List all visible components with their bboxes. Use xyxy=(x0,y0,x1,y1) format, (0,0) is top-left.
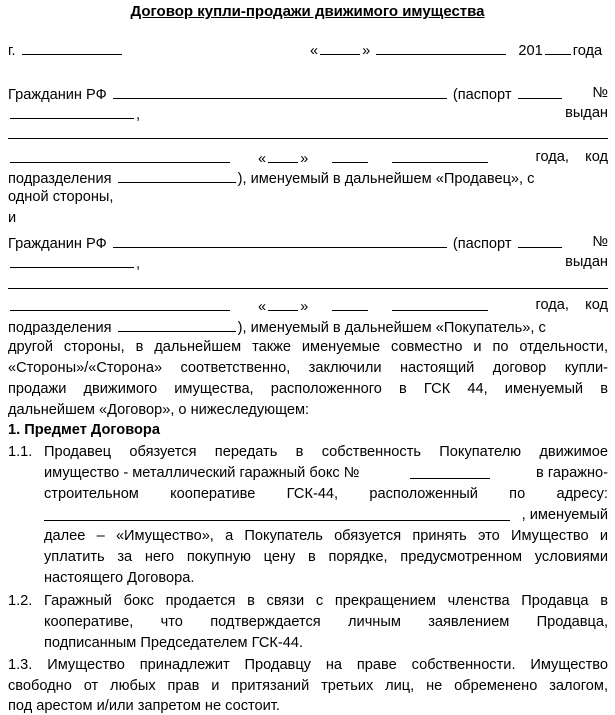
seller-passport-series-blank[interactable] xyxy=(518,84,562,99)
day-blank[interactable] xyxy=(320,40,360,55)
buyer-text-line-3: «Стороны»/«Сторона» соответственно, заключили настоящий договор купли- xyxy=(8,360,608,376)
seller-issue-month-blank[interactable] xyxy=(332,148,368,163)
buyer-issued-by-blank[interactable] xyxy=(8,288,608,289)
buyer-date-line: « » года, код xyxy=(8,296,608,314)
seller-passport-number-blank[interactable] xyxy=(10,104,134,119)
clause-1-2-line-2: кооперативе, что подтверждается личным заявлением Продавца, xyxy=(44,614,608,630)
year-blank[interactable] xyxy=(545,40,571,55)
seller-subdivision-code-blank[interactable] xyxy=(118,168,236,183)
seller-citizen-line: Гражданин РФ (паспорт № xyxy=(8,85,608,103)
buyer-text-line-5: дальнейшем «Договор», о нижеследующем: xyxy=(8,402,310,418)
buyer-passport-series-blank[interactable] xyxy=(518,233,562,248)
clause-1-1-line-4: , именуемый xyxy=(44,506,608,524)
buyer-text-line-2: другой стороны, в дальнейшем также именуемые совместно и по отдельности, xyxy=(8,339,608,355)
and-word: и xyxy=(8,210,17,226)
buyer-citizen-line: Гражданин РФ (паспорт № xyxy=(8,234,608,252)
clause-1-3-line-2: свободно от любых прав и притязаний третьих лиц, не обременено залогом, xyxy=(8,678,608,694)
seller-subdivision-line: подразделения ), именуемый в дальнейшем «Продавец», с xyxy=(8,168,608,186)
seller-issue-day-blank[interactable] xyxy=(268,148,298,163)
document-title: Договор купли-продажи движимого имущества xyxy=(130,3,485,20)
date-group: « » 201 года xyxy=(310,40,602,60)
city-label: г. xyxy=(8,43,16,59)
buyer-issue-day-blank[interactable] xyxy=(268,296,298,311)
buyer-name-blank[interactable] xyxy=(113,233,447,248)
buyer-subdivision-line: подразделения ), именуемый в дальнейшем «Покупатель», с xyxy=(8,317,608,335)
seller-date-line: « » года, код xyxy=(8,148,608,166)
city-blank[interactable] xyxy=(22,40,122,55)
seller-issue-year-blank[interactable] xyxy=(392,148,488,163)
seller-name-blank[interactable] xyxy=(113,84,447,99)
clause-1-1-line-1: Продавец обязуется передать в собственность Покупателю движимое xyxy=(44,444,608,460)
seller-one-side: одной стороны, xyxy=(8,189,114,205)
seller-issuer-blank[interactable] xyxy=(10,148,230,163)
buyer-passport-line: , выдан xyxy=(8,253,608,271)
clause-1-1-line-6: уплатить за него покупную цену в порядке, предусмотренном условиями xyxy=(44,549,608,565)
seller-passport-line: , выдан xyxy=(8,104,608,122)
section-1-heading: 1. Предмет Договора xyxy=(8,422,160,438)
buyer-passport-number-blank[interactable] xyxy=(10,253,134,268)
clause-1-1-line-3: строительном кооперативе ГСК-44, расположенный по адресу: xyxy=(44,486,608,502)
garage-address-blank[interactable] xyxy=(44,506,510,521)
clause-1-1-line-7: настоящего Договора. xyxy=(44,570,195,586)
month-blank[interactable] xyxy=(376,40,506,55)
garage-number-blank[interactable] xyxy=(410,464,490,479)
clause-1-1-line-2: имущество - металлический гаражный бокс № в гаражно- xyxy=(44,465,608,481)
buyer-issue-year-blank[interactable] xyxy=(392,296,488,311)
clause-1-3-line-3: под арестом и/или запретом не состоит. xyxy=(8,698,280,714)
seller-issued-by-blank[interactable] xyxy=(8,138,608,139)
clause-1-2-line-3: подписанным Председателем ГСК-44. xyxy=(44,635,304,651)
clause-1-2-line-1: Гаражный бокс продается в связи с прекращением членства Продавца в xyxy=(44,593,608,609)
year-label: 201 xyxy=(518,43,543,59)
buyer-subdivision-code-blank[interactable] xyxy=(118,317,236,332)
buyer-text-line-4: продажи движимого имущества, расположенного в ГСК 44, именуемый в xyxy=(8,381,608,397)
clause-1-3-line-1: 1.3. Имущество принадлежит Продавцу на праве собственности. Имущество xyxy=(8,657,608,673)
buyer-issue-month-blank[interactable] xyxy=(332,296,368,311)
clause-1-1-line-5: далее – «Имущество», а Покупатель обязуется принять это Имущество и xyxy=(44,528,608,544)
clause-1-1-number: 1.1. xyxy=(8,444,33,460)
clause-1-2-number: 1.2. xyxy=(8,593,33,609)
header-line xyxy=(8,40,608,58)
buyer-issuer-blank[interactable] xyxy=(10,296,230,311)
